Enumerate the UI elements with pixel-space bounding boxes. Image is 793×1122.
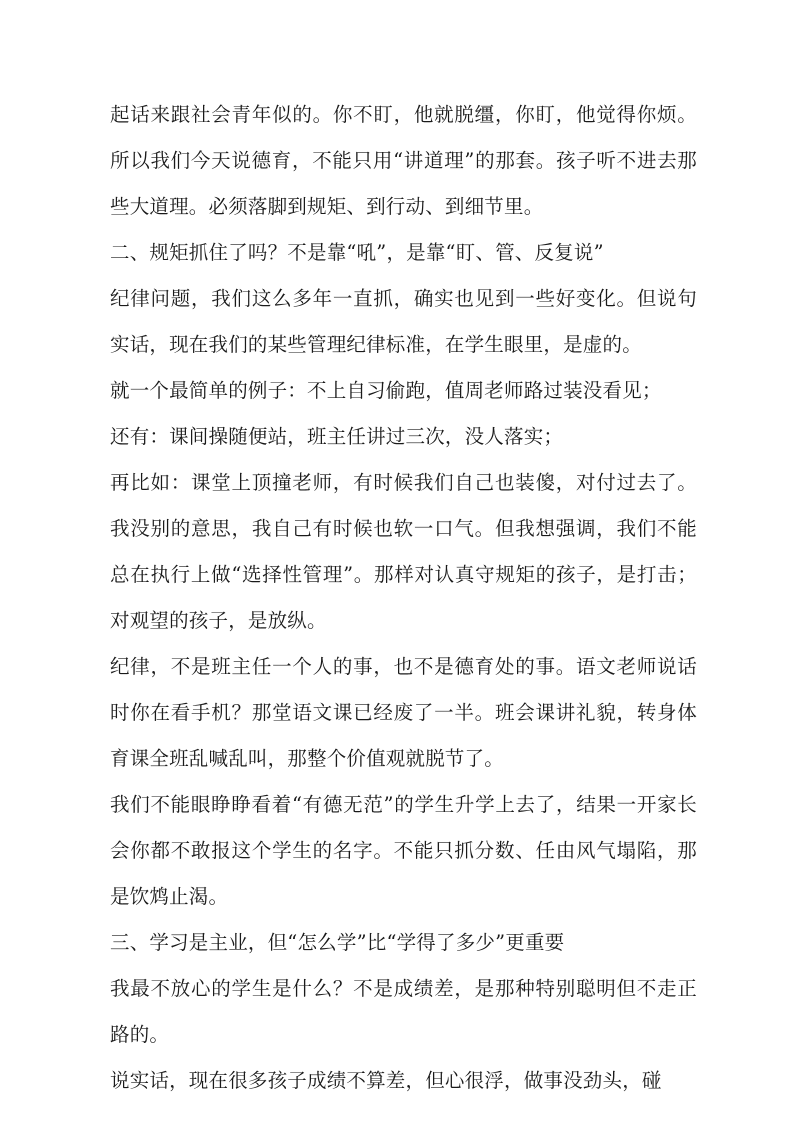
section-heading: 二、规矩抓住了吗？不是靠“吼”，是靠“盯、管、反复说”: [110, 241, 604, 264]
paragraph: 我们不能眼睁睁看着“有德无范”的学生升学上去了，结果一开家长会你都不敢报这个学生的名字。不能只抓分数、任由风气塌陷，那是饮鸩止渴。: [110, 793, 697, 908]
paragraph: 起话来跟社会青年似的。你不盯，他就脱缰，你盯，他觉得你烦。所以我们今天说德育，不能只用“讲道理”的那套。孩子听不进去那些大道理。必须落脚到规矩、到行动、到细节里。: [110, 103, 697, 218]
paragraph: 纪律问题，我们这么多年一直抓，确实也见到一些好变化。但说句实话，现在我们的某些管理纪律标准，在学生眼里，是虚的。: [110, 287, 697, 356]
section-heading: 三、学习是主业，但“怎么学”比“学得了多少”更重要: [110, 931, 565, 954]
paragraph: 再比如：课堂上顶撞老师，有时候我们自己也装傻，对付过去了。我没别的意思，我自己有时候也软一口气。但我想强调，我们不能总在执行上做“选择性管理”。那样对认真守规矩的孩子，是打击；对观望的孩子，是放纵。: [110, 471, 697, 632]
paragraph: 纪律，不是班主任一个人的事，也不是德育处的事。语文老师说话时你在看手机？那堂语文课已经废了一半。班会课讲礼貌，转身体育课全班乱喊乱叫，那整个价值观就脱节了。: [110, 655, 697, 770]
paragraph: 说实话，现在很多孩子成绩不算差，但心很浮，做事没劲头，碰: [110, 1069, 662, 1092]
paragraph: 还有：课间操随便站，班主任讲过三次，没人落实；: [110, 425, 564, 448]
paragraph: 我最不放心的学生是什么？不是成绩差，是那种特别聪明但不走正路的。: [110, 977, 697, 1046]
paragraph: 就一个最简单的例子：不上自习偷跑，值周老师路过装没看见；: [110, 379, 662, 402]
document-body: [110, 92, 697, 1104]
